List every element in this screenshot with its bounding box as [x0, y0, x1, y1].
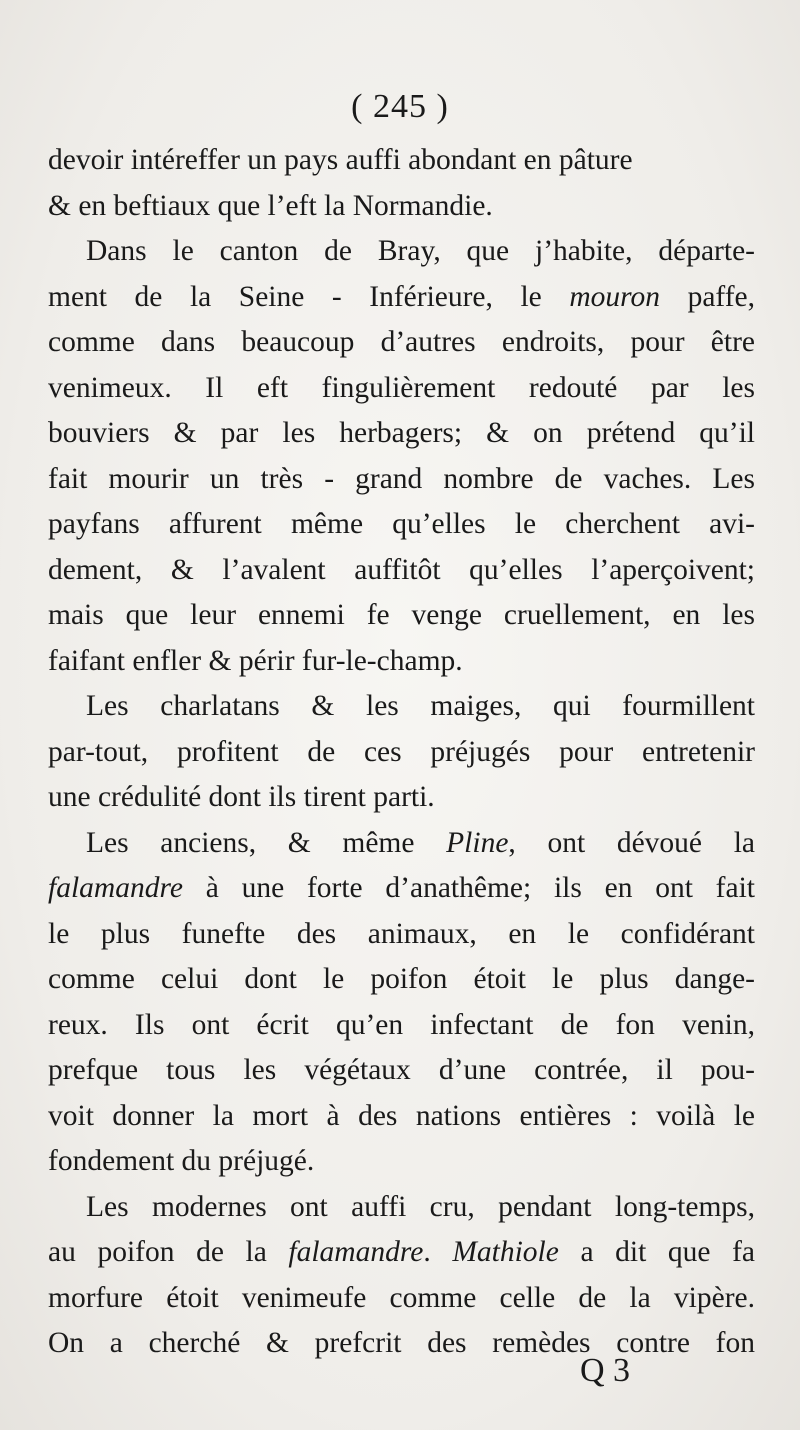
text-segment: fondement du préjugé. [48, 1145, 315, 1177]
text-line [86, 1187, 755, 1227]
text-line [48, 732, 755, 772]
text-segment: paffe, [660, 280, 755, 313]
text-line [48, 1141, 755, 1181]
text-line [86, 823, 755, 863]
italic-text: falamandre [48, 872, 183, 904]
text-line [48, 1278, 755, 1318]
text-line [48, 777, 755, 817]
text-segment: devoir intéreffer un pays auffi abondant en pâture [48, 144, 633, 176]
text-segment: à une forte d’anathême; ils en ont fait [182, 872, 755, 904]
text-line [86, 686, 755, 726]
text-segment: venimeux. Il eft fingulièrement redouté par les [48, 371, 755, 404]
text-line [48, 504, 755, 544]
text-segment: par-tout, profitent de ces préjugés pour entretenir [48, 735, 755, 768]
text-segment: comme dans beaucoup d’autres endroits, pour être [48, 326, 755, 358]
italic-text: falamandre [288, 1236, 424, 1268]
text-line [48, 914, 755, 954]
text-segment: Les anciens, & même [86, 826, 447, 859]
text-segment: morfure étoit venimeufe comme celle de la vipère. [48, 1281, 755, 1314]
text-segment: une crédulité dont ils tirent parti. [48, 781, 435, 813]
text-segment: , ont dévoué la [508, 826, 755, 859]
text-segment: dement, & l’avalent auffitôt qu’elles l’aperçoivent; [48, 553, 755, 586]
text-segment: ment de la Seine - Inférieure, le [48, 280, 570, 313]
italic-text: Mathiole [452, 1236, 559, 1268]
text-line [48, 1050, 755, 1090]
text-line [48, 1323, 755, 1363]
text-line [48, 413, 755, 453]
text-line [48, 322, 755, 362]
text-segment: . [423, 1236, 453, 1268]
text-segment: reux. Ils ont écrit qu’en infectant de fon venin, [48, 1008, 755, 1041]
text-segment: & en beftiaux que l’eft la Normandie. [48, 189, 493, 222]
italic-text: mouron [569, 280, 661, 313]
text-segment: prefque tous les végétaux d’une contrée, il pou- [48, 1054, 755, 1086]
text-line [86, 231, 755, 271]
text-segment: Dans le canton de Bray, que j’habite, départe- [86, 235, 755, 267]
text-segment: a dit que fa [558, 1236, 755, 1268]
text-line [48, 459, 755, 499]
text-segment: Les charlatans & les maiges, qui fourmillent [86, 690, 755, 722]
text-segment: bouviers & par les herbagers; & on prétend qu’il [48, 417, 755, 449]
text-segment: comme celui dont le poifon étoit le plus dange- [48, 963, 755, 995]
text-line [48, 368, 755, 408]
text-line [48, 641, 755, 681]
text-line [48, 140, 755, 180]
text-segment: le plus funefte des animaux, en le confidérant [48, 917, 755, 950]
text-line [48, 595, 755, 635]
italic-text: Pline [446, 826, 509, 859]
text-segment: On a cherché & prefcrit des remèdes contre fon [48, 1327, 755, 1359]
text-line [48, 277, 755, 317]
text-line [48, 1005, 755, 1045]
signature-mark: Q 3 [580, 1352, 631, 1389]
text-segment: voit donner la mort à des nations entières : voilà le [48, 1099, 755, 1132]
text-segment: fait mourir un très - grand nombre de vaches. Les [48, 462, 755, 495]
text-line [48, 186, 755, 226]
text-segment: au poifon de la [48, 1236, 289, 1268]
text-segment: faifant enfler & périr fur-le-champ. [48, 644, 463, 677]
text-segment: payfans affurent même qu’elles le cherchent avi- [48, 508, 755, 540]
page-number: ( 245 ) [351, 88, 449, 125]
text-line [48, 868, 755, 908]
text-segment: mais que leur ennemi fe venge cruellement, en les [48, 599, 755, 631]
text-line [48, 959, 755, 999]
text-segment: Les modernes ont auffi cru, pendant long-temps, [86, 1190, 755, 1223]
text-line [48, 1096, 755, 1136]
text-line [48, 1232, 755, 1272]
text-line [48, 550, 755, 590]
